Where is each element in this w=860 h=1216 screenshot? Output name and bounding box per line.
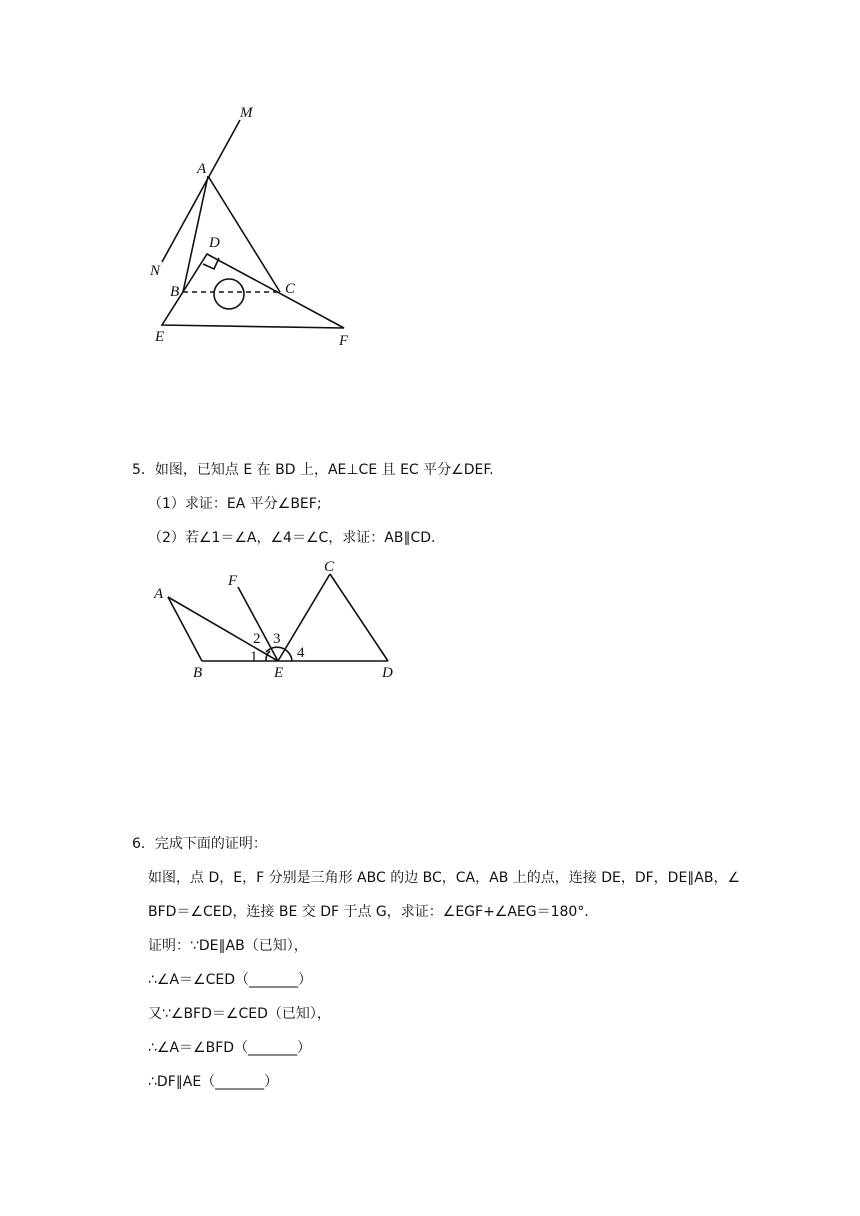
line-mn: [162, 120, 240, 262]
label-c: C: [324, 559, 335, 575]
figure-q5: [150, 555, 400, 685]
label-d: D: [209, 235, 220, 251]
q6-stem-line1: 如图，点 D，E，F 分别是三角形 ABC 的边 BC，CA，AB 上的点，连接 DE，DF，DE∥AB，∠: [148, 870, 741, 886]
label-a: A: [197, 161, 207, 177]
q6-proof-line-2: ∴∠A＝∠CED（_______）: [148, 972, 312, 988]
q6-proof-line-4: ∴∠A＝∠BFD（_______）: [148, 1040, 312, 1056]
figure-q4: [140, 95, 380, 360]
q6-proof-line-3: 又∵∠BFD＝∠CED（已知），: [148, 1006, 331, 1022]
label-m: M: [240, 105, 253, 121]
q5-part2: （2）若∠1＝∠A，∠4＝∠C，求证：AB∥CD.: [148, 530, 436, 546]
label-c: C: [285, 281, 296, 297]
q6-title: 6．完成下面的证明：: [132, 836, 267, 852]
q6-stem-line2: BFD＝∠CED，连接 BE 交 DF 于点 G，求证：∠EGF+∠AEG＝180°．: [148, 904, 599, 920]
label-f: F: [339, 333, 349, 349]
segment-ab: [183, 176, 208, 292]
angle-label-2: 2: [253, 631, 261, 647]
q5-part1: （1）求证：EA 平分∠BEF;: [148, 496, 322, 512]
label-e: E: [274, 665, 284, 681]
label-a: A: [154, 586, 164, 602]
angle-label-3: 3: [273, 631, 281, 647]
label-d: D: [382, 665, 393, 681]
angle-label-4: 4: [297, 645, 305, 661]
label-f: F: [228, 573, 238, 589]
segment-cd: [330, 574, 388, 661]
label-b: B: [170, 284, 180, 300]
label-n: N: [150, 263, 161, 279]
q5-title: 5．如图，已知点 E 在 BD 上，AE⊥CE 且 EC 平分∠DEF.: [132, 462, 494, 478]
circle-mark: [214, 279, 244, 309]
q6-proof-line-1: 证明：∵DE∥AB（已知），: [148, 938, 308, 954]
angle-label-1: 1: [250, 649, 258, 665]
label-e: E: [155, 329, 165, 345]
q6-proof-line-5: ∴DF∥AE（_______）: [148, 1074, 279, 1090]
label-b: B: [193, 665, 203, 681]
